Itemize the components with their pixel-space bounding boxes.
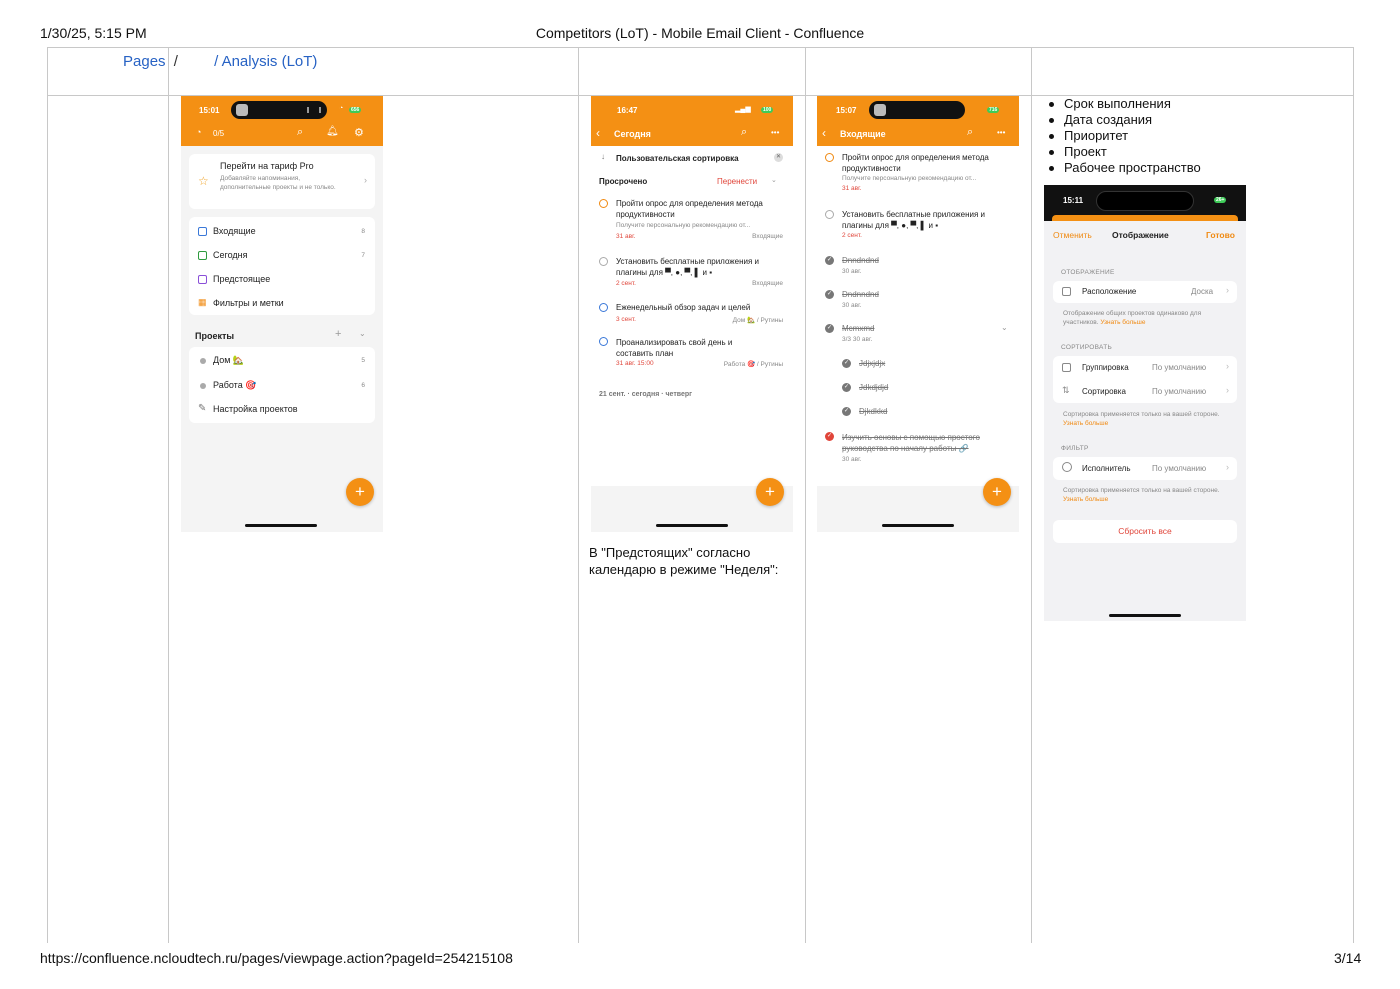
grouping-icon [1062, 363, 1071, 372]
breadcrumb-analysis-link[interactable]: / Analysis (LoT) [214, 53, 318, 70]
projects-card [189, 347, 375, 423]
task-item[interactable] [591, 196, 793, 248]
sorting-row[interactable] [1053, 380, 1237, 403]
hint-body: Отображение общих проектов одинаково для участников. [1063, 310, 1202, 326]
task-date: 31 авг. [842, 185, 862, 192]
nav-card [189, 217, 375, 315]
print-url: https://confluence.ncloudtech.ru/pages/viewpage.action?pageId=254215108 [40, 950, 513, 966]
status-bar [1044, 185, 1246, 221]
hint-body: Сортировка применяется только на вашей стороне. [1063, 487, 1220, 494]
phone-screenshot-today [591, 96, 793, 532]
check-icon: ✓ [843, 384, 850, 390]
app-thumbnail-icon [874, 104, 886, 116]
chevron-down-icon[interactable]: ⌄ [771, 177, 777, 184]
row-value: По умолчанию [1152, 387, 1207, 396]
grid-icon: ▦ [198, 297, 207, 307]
manage-projects[interactable] [189, 399, 375, 421]
status-time: 16:47 [617, 106, 638, 115]
hint-text [1063, 309, 1233, 327]
task-description: Получите персональную рекомендацию от... [842, 175, 977, 182]
project-count: 5 [361, 357, 365, 364]
project-dot-icon [200, 358, 206, 364]
project-item-home[interactable] [189, 350, 375, 372]
reschedule-link[interactable]: Перенести [717, 177, 758, 186]
dynamic-island [231, 101, 327, 119]
chevron-down-icon[interactable]: ⌄ [1001, 323, 1008, 332]
home-indicator [882, 524, 954, 527]
battery-badge: 100 [763, 107, 772, 113]
row-label: Расположение [1082, 287, 1137, 296]
upcoming-note: В "Предстоящих" согласно календарю в режиме "Неделя": [589, 545, 779, 577]
nav-item-count: 7 [361, 252, 365, 259]
battery-badge: 656 [351, 107, 360, 113]
task-title: Dnndndnd [842, 256, 879, 265]
home-indicator [656, 524, 728, 527]
reset-all-button[interactable] [1053, 520, 1237, 543]
status-time: 15:01 [199, 106, 220, 115]
task-date: 30 авг. [842, 302, 862, 309]
subtask-item[interactable] [817, 382, 1019, 398]
home-indicator [1109, 614, 1181, 617]
more-icon[interactable]: ••• [771, 128, 780, 137]
check-icon: ✓ [843, 360, 850, 366]
dynamic-island [869, 101, 965, 119]
add-task-button[interactable]: + [983, 478, 1011, 506]
task-date: 30 авг. [842, 268, 862, 275]
layout-row[interactable] [1053, 281, 1237, 303]
print-title: Competitors (LoT) - Mobile Email Client - Confluence [535, 25, 865, 41]
print-page-number: 3/14 [1334, 950, 1362, 966]
task-title: Проанализировать свой день и составить план [616, 338, 733, 358]
hint-body: Сортировка применяется только на вашей стороне. [1063, 411, 1220, 418]
sheet-title: Отображение [1112, 230, 1169, 240]
task-checkbox-icon[interactable] [599, 199, 608, 208]
project-item-work[interactable] [189, 375, 375, 397]
person-icon [1062, 462, 1072, 472]
learn-more-link[interactable]: Узнать больше [1063, 496, 1109, 503]
task-title: Установить бесплатные приложения и плагины для ▀, ●, ▀, ▌ и ▪ [616, 257, 760, 277]
task-title: Пройти опрос для определения метода продуктивности [842, 153, 989, 173]
screen-title: Сегодня [614, 129, 651, 139]
bullet-item: Срок выполнения [1064, 96, 1171, 111]
assignee-row[interactable] [1053, 457, 1237, 480]
task-date: 3/3 30 авг. [842, 336, 873, 343]
row-label: Исполнитель [1082, 464, 1131, 473]
screen-title: Входящие [840, 129, 886, 139]
subtask-title: Djkdkkd [859, 407, 888, 416]
add-task-button[interactable]: + [756, 478, 784, 506]
date-section-heading: 21 сент. · сегодня · четверг [599, 391, 693, 398]
subtask-item[interactable] [817, 406, 1019, 422]
bullet-item: Рабочее пространство [1064, 160, 1201, 175]
progress-count: 0/5 [213, 129, 225, 138]
bullet-item: Проект [1064, 144, 1107, 159]
sort-arrows-icon: ⇅ [1062, 385, 1070, 395]
task-date: 2 сент. [616, 280, 636, 287]
pencil-icon: ✎ [198, 403, 207, 414]
task-checkbox-icon[interactable] [599, 303, 608, 312]
search-icon[interactable]: ⌕ [967, 126, 974, 138]
completed-task-item[interactable] [817, 431, 1019, 467]
check-icon: ✓ [826, 291, 833, 297]
nav-item-label: Предстоящее [213, 274, 271, 284]
add-task-button[interactable]: + [346, 478, 374, 506]
dynamic-island [1096, 191, 1194, 211]
task-date: 31 авг. [616, 233, 636, 240]
waveform-icon [307, 107, 321, 113]
cancel-button[interactable]: Отменить [1053, 230, 1092, 240]
task-project: Дом 🏡 / Рутины [732, 317, 783, 324]
task-title: Изучить основы с помощью простого руководства по началу работы 🔗 [842, 433, 980, 453]
home-indicator [245, 524, 317, 527]
task-checkbox-icon[interactable] [825, 153, 834, 162]
row-label: Сортировка [1082, 387, 1126, 396]
chevron-right-icon: › [1226, 361, 1229, 371]
subtask-title: Jdjxjdjx [859, 359, 886, 368]
section-heading: ФИЛЬТР [1061, 445, 1089, 452]
projects-heading: Проекты [195, 331, 235, 341]
manage-label: Настройка проектов [213, 404, 298, 414]
gear-icon[interactable]: ⚙ [354, 127, 364, 139]
completed-task-item[interactable] [817, 255, 1019, 281]
chevron-right-icon: › [1226, 462, 1229, 472]
phone-screenshot-inbox [817, 96, 1019, 532]
completed-task-item[interactable] [817, 323, 1019, 349]
task-item[interactable] [591, 335, 793, 373]
task-project: Работа 🎯 / Рутины [723, 361, 783, 368]
section-heading: ОТОБРАЖЕНИЕ [1061, 269, 1115, 276]
task-checkbox-icon[interactable] [599, 257, 608, 266]
task-title: Dndnndnd [842, 290, 879, 299]
print-datetime: 1/30/25, 5:15 PM [40, 25, 147, 41]
check-icon: ✓ [826, 433, 833, 439]
hint-text [1063, 486, 1233, 504]
chevron-down-icon[interactable]: ⌄ [359, 329, 366, 338]
header-bar [181, 96, 383, 146]
calendar-today-icon [198, 251, 207, 260]
sort-label: Пользовательская сортировка [616, 154, 739, 163]
completed-task-item[interactable] [817, 289, 1019, 315]
search-icon[interactable]: ⌕ [297, 126, 304, 138]
breadcrumb [123, 53, 317, 70]
task-title: Установить бесплатные приложения и плагины для ▀, ●, ▀, ▌ и ▪ [842, 210, 986, 230]
sort-arrow-icon: ↓ [601, 152, 605, 161]
check-icon: ✓ [843, 408, 850, 414]
subtask-item[interactable] [817, 358, 1019, 374]
nav-item-label: Сегодня [213, 250, 248, 260]
close-sort-icon[interactable]: ✕ [775, 154, 782, 160]
task-description: Получите персональную рекомендацию от... [616, 222, 751, 229]
star-icon: ☆ [198, 174, 209, 188]
promo-subtitle: Добавляйте напоминания, дополнительные проекты и не только. [220, 175, 336, 191]
more-icon[interactable]: ••• [997, 128, 1006, 137]
grouping-row[interactable] [1053, 356, 1237, 379]
nav-item-label: Фильтры и метки [213, 298, 284, 308]
breadcrumb-pages-link[interactable]: Pages [123, 53, 166, 70]
calendar-upcoming-icon [198, 275, 207, 284]
sort-card [1053, 356, 1237, 403]
task-title: Еженедельный обзор задач и целей [616, 303, 751, 312]
back-chevron-icon[interactable]: ‹ [822, 126, 826, 140]
task-date: 31 авг. 15:00 [616, 360, 654, 367]
battery-badge: 716 [989, 107, 998, 113]
phone-screenshot-main-menu [181, 96, 383, 532]
section-heading: СОРТИРОВАТЬ [1061, 344, 1113, 351]
task-date: 2 сент. [842, 232, 862, 239]
task-project: Входящие [752, 280, 783, 287]
hint-text [1063, 410, 1233, 428]
row-label: Группировка [1082, 363, 1129, 372]
bullet-item: Приоритет [1064, 128, 1129, 143]
task-title: Mcmxmd [842, 324, 875, 333]
task-item[interactable] [591, 254, 793, 294]
project-label: Дом 🏡 [213, 355, 245, 365]
back-chevron-icon[interactable]: ‹ [596, 126, 600, 140]
battery-badge: 26+ [1216, 197, 1225, 203]
pro-promo-card[interactable] [189, 154, 375, 209]
phone-screenshot-display-settings [1044, 185, 1246, 621]
check-icon: ✓ [826, 257, 833, 263]
header-bar [591, 96, 793, 146]
subtask-title: Jdkdjdjd [859, 383, 889, 392]
breadcrumb-separator: / [173, 53, 178, 70]
overdue-heading: Просрочено [599, 177, 648, 186]
row-value: По умолчанию [1152, 464, 1207, 473]
nav-item-today[interactable] [189, 245, 375, 267]
task-item[interactable] [817, 208, 1019, 244]
task-checkbox-icon[interactable] [599, 337, 608, 346]
row-value: По умолчанию [1152, 363, 1207, 372]
nav-item-inbox[interactable] [189, 221, 375, 243]
task-project: Входящие [752, 233, 783, 240]
chevron-right-icon: › [1226, 385, 1229, 395]
progress-ring-icon: ◔ [196, 127, 202, 137]
task-title: Пройти опрос для определения метода продуктивности [616, 199, 763, 219]
inbox-icon [198, 227, 207, 236]
status-time: 15:07 [836, 106, 857, 115]
nav-item-filters[interactable] [189, 293, 375, 315]
plus-icon[interactable]: + [335, 328, 342, 340]
project-dot-icon [200, 383, 206, 389]
reset-label: Сбросить все [1118, 526, 1172, 536]
status-time: 15:11 [1063, 196, 1084, 205]
app-thumbnail-icon [236, 104, 248, 116]
nav-item-count: 8 [361, 228, 365, 235]
learn-more-link[interactable]: Узнать больше [1100, 319, 1146, 326]
learn-more-link[interactable]: Узнать больше [1063, 420, 1109, 427]
bell-icon[interactable]: 🔔︎ [326, 126, 339, 137]
signal-icon: ▂▄▆ [735, 106, 751, 113]
task-checkbox-icon[interactable] [825, 210, 834, 219]
task-item[interactable] [817, 151, 1019, 197]
wifi-icon: ◔ [339, 105, 344, 112]
search-icon[interactable]: ⌕ [741, 126, 748, 138]
chevron-right-icon: › [1226, 285, 1229, 295]
nav-item-label: Входящие [213, 226, 256, 236]
task-date: 3 сент. [616, 316, 636, 323]
task-date: 30 авг. [842, 456, 862, 463]
task-item[interactable] [591, 301, 793, 329]
project-count: 6 [361, 382, 365, 389]
promo-title: Перейти на тариф Pro [220, 161, 314, 171]
check-icon: ✓ [826, 325, 833, 331]
nav-item-upcoming[interactable] [189, 269, 375, 291]
header-bar [817, 96, 1019, 146]
bullet-item: Дата создания [1064, 112, 1153, 127]
layout-icon [1062, 287, 1071, 296]
done-button[interactable]: Готово [1206, 230, 1235, 240]
project-label: Работа 🎯 [213, 380, 257, 390]
row-value: Доска [1191, 287, 1214, 296]
chevron-right-icon: › [364, 175, 367, 185]
